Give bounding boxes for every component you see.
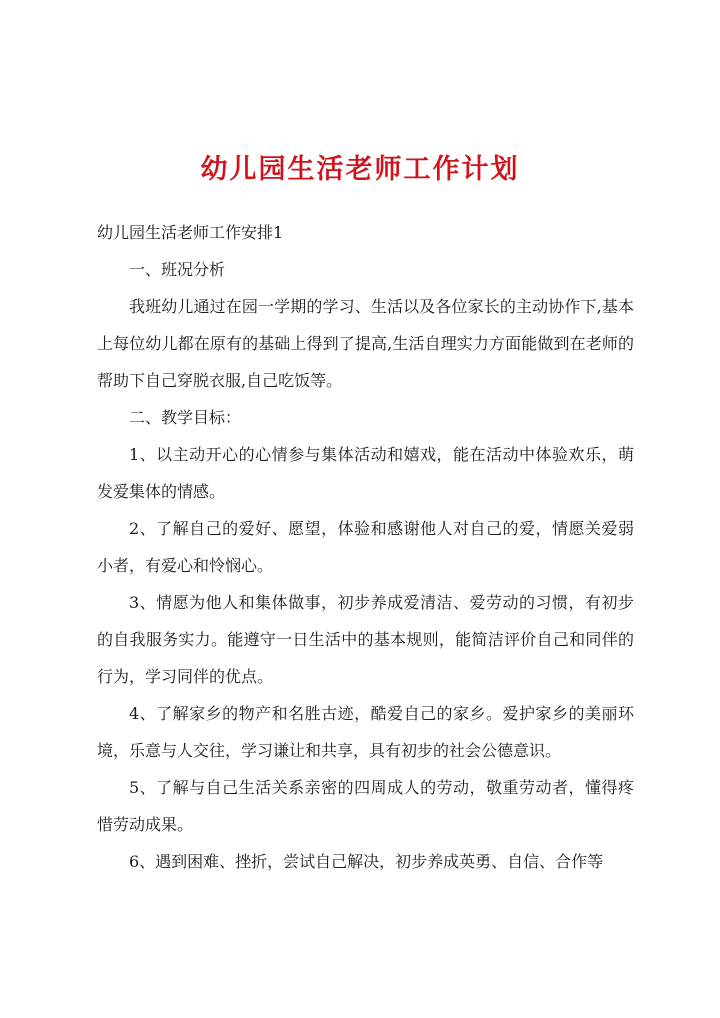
- goal-item-2: 2、了解自己的爱好、愿望，体验和感谢他人对自己的爱，情愿关爱弱小者，有爱心和怜悯心。: [97, 519, 634, 575]
- section-subtitle: 幼儿园生活老师工作安排1: [97, 223, 284, 242]
- goal-item-3: 3、情愿为他人和集体做事，初步养成爱清洁、爱劳动的习惯，有初步的自我服务实力。能遵守一日生活中的基本规则，能简洁评价自己和同伴的行为，学习同伴的优点。: [97, 593, 634, 686]
- goal-item-6: 6、遇到困难、挫折，尝试自己解决，初步养成英勇、自信、合作等: [129, 852, 604, 871]
- heading-teaching-goals: 二、教学目标：: [129, 408, 242, 427]
- document-body: [97, 214, 634, 880]
- goal-item-5: 5、了解与自己生活关系亲密的四周成人的劳动，敬重劳动者，懂得疼惜劳动成果。: [97, 778, 634, 834]
- document-title: 幼儿园生活老师工作计划: [200, 154, 520, 185]
- goal-item-4: 4、了解家乡的物产和名胜古迹，酷爱自己的家乡。爱护家乡的美丽环境，乐意与人交往，学习谦让和共享，具有初步的社会公德意识。: [97, 704, 634, 760]
- goal-item-1: 1、以主动开心的心情参与集体活动和嬉戏，能在活动中体验欢乐，萌发爱集体的情感。: [97, 445, 634, 501]
- paragraph-class-analysis: 我班幼儿通过在园一学期的学习、生活以及各位家长的主动协作下,基本上每位幼儿都在原有的基础上得到了提高,生活自理实力方面能做到在老师的帮助下自己穿脱衣服,自己吃饭等。: [97, 297, 634, 390]
- heading-class-analysis: 一、班况分析: [129, 260, 226, 279]
